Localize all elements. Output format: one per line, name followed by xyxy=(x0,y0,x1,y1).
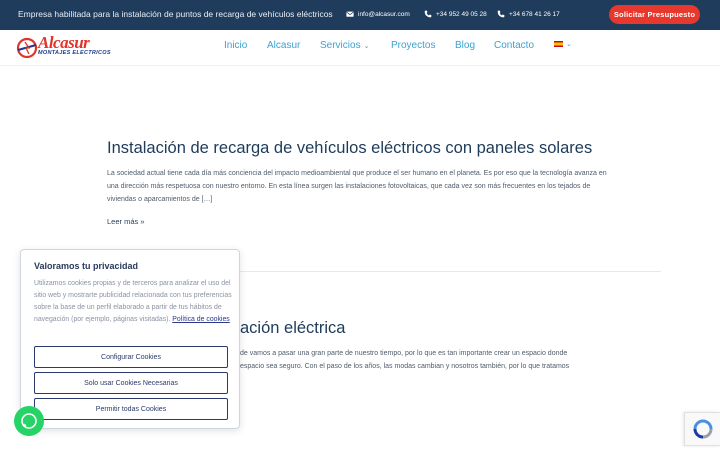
email-text: info@alcasur.com xyxy=(358,10,410,18)
necessary-cookies-button[interactable]: Solo usar Cookies Necesarias xyxy=(34,372,228,394)
nav-item-alcasur[interactable] xyxy=(267,40,300,51)
nav-item-blog[interactable] xyxy=(455,40,475,51)
allow-all-cookies-button[interactable]: Permitir todas Cookies xyxy=(34,398,228,420)
site-header xyxy=(0,30,720,66)
logo-wordmark: Alcasur xyxy=(38,33,90,52)
nav-item-inicio[interactable] xyxy=(224,40,247,51)
top-bar xyxy=(0,0,720,30)
logo-mark-icon xyxy=(16,37,38,59)
nav-item-contacto[interactable] xyxy=(494,40,534,51)
nav-item-servicios[interactable] xyxy=(320,40,369,51)
post-excerpt-partial xyxy=(240,347,620,373)
cookie-description: Utilizamos cookies propias y de terceros para analizar el uso del sitio web y mostrarte publicidad relacionada con tus preferencias sobre la base de un perfil elaborado a partir de tus hábitos de navegación (por ejemplo, páginas visitadas). xyxy=(34,280,232,324)
cookie-policy-link[interactable]: Política de cookies xyxy=(172,316,230,324)
blog-post xyxy=(240,319,620,338)
phone-link-2[interactable] xyxy=(497,10,560,18)
phone-text-1: +34 952 49 05 28 xyxy=(436,10,487,18)
nav-label: Contacto xyxy=(494,40,535,51)
whatsapp-icon xyxy=(14,406,44,436)
phone-text-2: +34 678 41 26 17 xyxy=(509,10,560,18)
phone-icon xyxy=(424,10,432,18)
whatsapp-chat-button[interactable] xyxy=(14,406,44,436)
envelope-icon xyxy=(346,10,354,18)
post-excerpt: La sociedad actual tiene cada día más conciencia del impacto medioambiental que produce el ser humano en el planeta. Es por eso que la tecnología avanza en una dirección más respetuosa con nuestro entorno. En esta línea surgen las instalaciones fotovoltaicas, que cada vez son más frecuentes en los tejados de viviendas o aparcamientos de […] xyxy=(107,170,607,203)
chevron-down-icon: ⌄ xyxy=(566,41,572,48)
nav-label: Alcasur xyxy=(267,40,301,51)
cookie-text xyxy=(34,278,234,326)
nav-label: Blog xyxy=(455,40,476,51)
nav-label: Proyectos xyxy=(391,40,436,51)
cookie-title: Valoramos tu privacidad xyxy=(34,261,139,271)
site-logo[interactable] xyxy=(16,34,128,62)
post-excerpt-line: espacio sea seguro. Con el paso de los años, las modas cambian y nosotros también, por lo que tratamos xyxy=(240,363,570,370)
nav-label: Inicio xyxy=(224,40,248,51)
post-title-partial[interactable]: ación eléctrica xyxy=(240,319,346,337)
post-title[interactable]: Instalación de recarga de vehículos eléctricos con paneles solares xyxy=(107,139,593,157)
nav-label: Servicios xyxy=(320,40,361,51)
cookie-consent-dialog xyxy=(20,249,240,429)
spain-flag-icon xyxy=(554,41,563,47)
request-quote-button[interactable]: Solicitar Presupuesto xyxy=(609,5,700,24)
read-more-link[interactable]: Leer más » xyxy=(107,217,145,226)
top-bar-tagline: Empresa habilitada para la instalación de puntos de recarga de vehículos eléctricos xyxy=(18,9,333,19)
logo-subtitle: MONTAJES ELECTRICOS xyxy=(38,50,111,56)
phone-icon xyxy=(497,10,505,18)
nav-item-proyectos[interactable] xyxy=(391,40,435,51)
blog-post xyxy=(107,139,607,206)
recaptcha-badge[interactable] xyxy=(684,412,720,446)
recaptcha-icon xyxy=(692,418,714,440)
email-link[interactable] xyxy=(346,10,410,18)
language-selector[interactable] xyxy=(554,40,572,48)
post-excerpt-line: de vamos a pasar una gran parte de nuestro tiempo, por lo que es tan importante crear un espacio donde xyxy=(240,350,568,357)
configure-cookies-button[interactable]: Configurar Cookies xyxy=(34,346,228,368)
phone-link-1[interactable] xyxy=(424,10,487,18)
chevron-down-icon: ⌄ xyxy=(363,42,370,50)
